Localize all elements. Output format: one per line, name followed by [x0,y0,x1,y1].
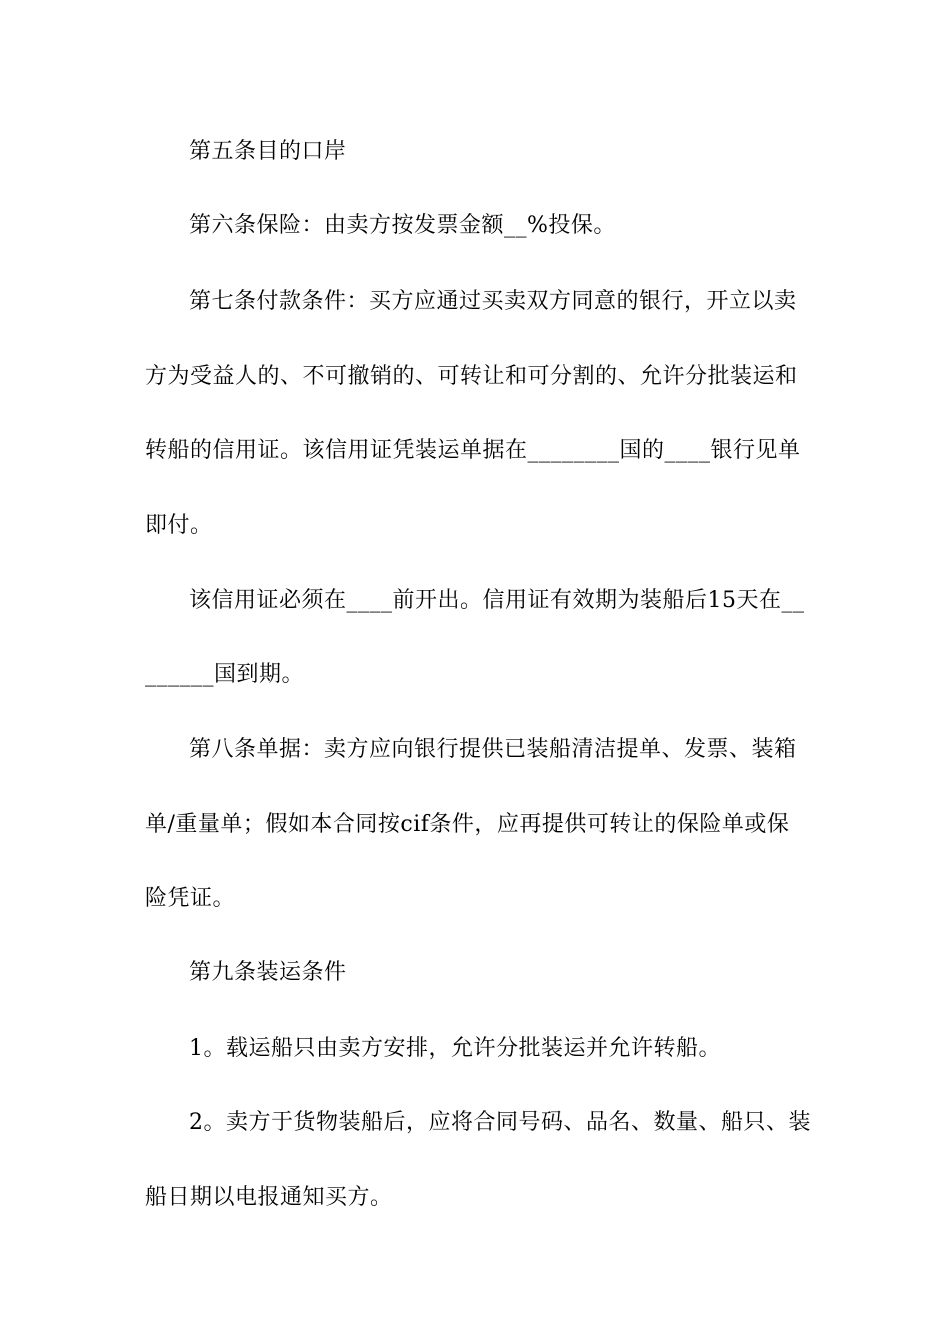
article-7-line-2: 方为受益人的、不可撤销的、可转让和可分割的、允许分批装运和 [145,364,798,389]
article-7-line-1: 第七条付款条件：买方应通过买卖双方同意的银行，开立以卖 [189,289,797,314]
article-9-item-1: 1。载运船只由卖方安排，允许分批装运并允许转船。 [189,1036,721,1061]
article-5-heading: 第五条目的口岸 [189,139,347,164]
article-9-item-2-line-1: 2。卖方于货物装船后，应将合同号码、品名、数量、船只、装 [189,1110,811,1135]
article-8-line-1: 第八条单据：卖方应向银行提供已装船清洁提单、发票、装箱 [189,737,797,762]
article-6-insurance: 第六条保险：由卖方按发票金额__%投保。 [189,213,616,238]
credit-line-1: 该信用证必须在____前开出。信用证有效期为装船后15天在__ [189,588,805,613]
article-7-line-4: 即付。 [145,513,213,538]
article-8-line-3: 险凭证。 [145,886,236,911]
article-9-item-2-line-2: 船日期以电报通知买方。 [145,1185,393,1210]
article-8-line-2: 单/重量单；假如本合同按cif条件，应再提供可转让的保险单或保 [145,812,790,837]
article-7-line-3: 转船的信用证。该信用证凭装运单据在________国的____银行见单 [145,438,801,463]
article-9-heading: 第九条装运条件 [189,960,347,985]
credit-line-2: ______国到期。 [145,662,305,687]
